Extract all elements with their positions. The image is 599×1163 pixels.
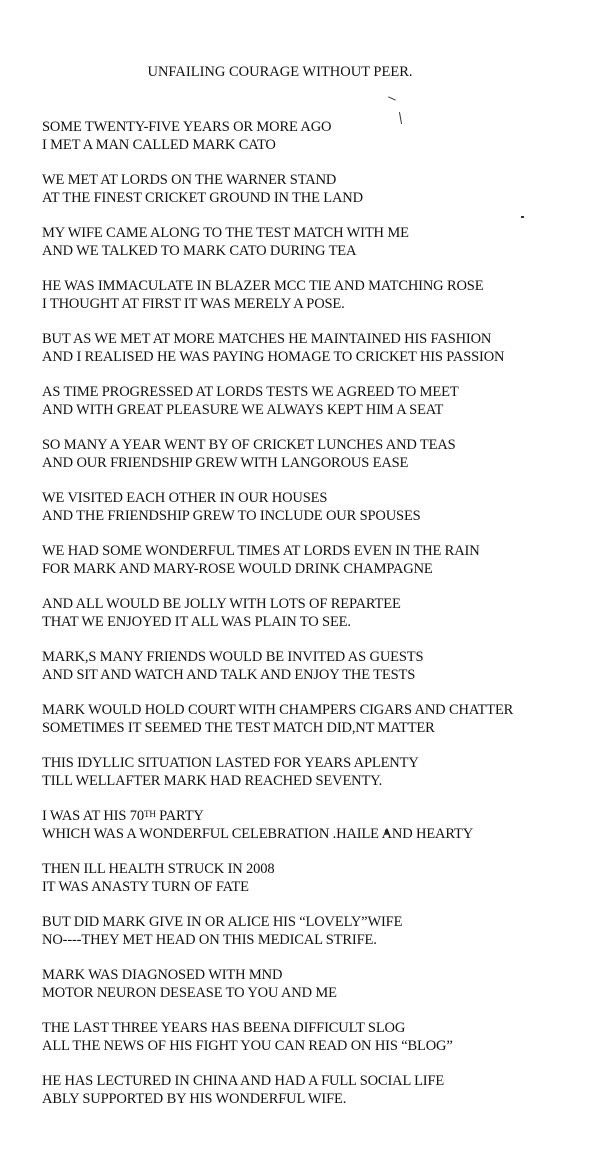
stanza — [42, 807, 592, 843]
poem-body — [42, 118, 592, 1125]
poem-line: SOME TWENTY-FIVE YEARS OR MORE AGO — [42, 119, 332, 135]
poem-line: SOMETIMES IT SEEMED THE TEST MATCH DID,NT MATTER — [42, 720, 435, 736]
poem-line: AT THE FINEST CRICKET GROUND IN THE LAND — [42, 190, 363, 206]
poem-title: UNFAILING COURAGE WITHOUT PEER. — [147, 64, 413, 80]
party-line-end: PARTY — [155, 808, 204, 824]
poem-line-party — [42, 807, 592, 825]
poem-line: MARK,S MANY FRIENDS WOULD BE INVITED AS GUESTS — [42, 649, 424, 665]
poem-line: WE MET AT LORDS ON THE WARNER STAND — [42, 172, 337, 188]
stanza — [42, 966, 592, 1002]
stanza — [42, 1019, 592, 1055]
scan-mark — [388, 96, 396, 100]
stanza — [42, 595, 592, 631]
stanza — [42, 224, 592, 260]
poem-line: NO----THEY MET HEAD ON THIS MEDICAL STRIFE. — [42, 932, 377, 948]
stanza — [42, 277, 592, 313]
stanza — [42, 383, 592, 419]
poem-line: HE WAS IMMACULATE IN BLAZER MCC TIE AND MATCHING ROSE — [42, 278, 484, 294]
poem-line: WE HAD SOME WONDERFUL TIMES AT LORDS EVEN IN THE RAIN — [42, 543, 480, 559]
party-line-start: I WAS AT HIS 70 — [42, 808, 144, 824]
poem-line: AND THE FRIENDSHIP GREW TO INCLUDE OUR SPOUSES — [42, 508, 421, 524]
stanza — [42, 754, 592, 790]
poem-line: MARK WAS DIAGNOSED WITH MND — [42, 967, 283, 983]
poem-line: ABLY SUPPORTED BY HIS WONDERFUL WIFE. — [42, 1091, 347, 1107]
stanza — [42, 118, 592, 154]
poem-line: I THOUGHT AT FIRST IT WAS MERELY A POSE. — [42, 296, 345, 312]
stanza — [42, 860, 592, 896]
stanza — [42, 436, 592, 472]
stanza — [42, 648, 592, 684]
stanza — [42, 1072, 592, 1108]
poem-line: HE HAS LECTURED IN CHINA AND HAD A FULL SOCIAL LIFE — [42, 1073, 445, 1089]
poem-line: MOTOR NEURON DESEASE TO YOU AND ME — [42, 985, 337, 1001]
stanza — [42, 171, 592, 207]
poem-line: BUT DID MARK GIVE IN OR ALICE HIS “LOVELY”WIFE — [42, 914, 403, 930]
poem-line: MARK WOULD HOLD COURT WITH CHAMPERS CIGARS AND CHATTER — [42, 702, 514, 718]
poem-line: SO MANY A YEAR WENT BY OF CRICKET LUNCHES AND TEAS — [42, 437, 456, 453]
stanza — [42, 701, 592, 737]
ordinal-suffix: TH — [143, 809, 156, 819]
poem-line: THE LAST THREE YEARS HAS BEENA DIFFICULT SLOG — [42, 1020, 406, 1036]
stanza — [42, 489, 592, 525]
stanza — [42, 330, 592, 366]
poem-line: I MET A MAN CALLED MARK CATO — [42, 137, 276, 153]
poem-line: ALL THE NEWS OF HIS FIGHT YOU CAN READ ON HIS “BLOG” — [42, 1038, 453, 1054]
poem-line: BUT AS WE MET AT MORE MATCHES HE MAINTAINED HIS FASHION — [42, 331, 492, 347]
poem-line: AND I REALISED HE WAS PAYING HOMAGE TO CRICKET HIS PASSION — [42, 349, 505, 365]
stanza — [42, 542, 592, 578]
poem-line: WE VISITED EACH OTHER IN OUR HOUSES — [42, 490, 328, 506]
poem-line: AND SIT AND WATCH AND TALK AND ENJOY THE TESTS — [42, 667, 416, 683]
poem-line: THEN ILL HEALTH STRUCK IN 2008 — [42, 861, 275, 877]
poem-line: TILL WELLAFTER MARK HAD REACHED SEVENTY. — [42, 773, 383, 789]
poem-line: AND ALL WOULD BE JOLLY WITH LOTS OF REPARTEE — [42, 596, 401, 612]
poem-line: AND OUR FRIENDSHIP GREW WITH LANGOROUS EASE — [42, 455, 409, 471]
poem-line: THIS IDYLLIC SITUATION LASTED FOR YEARS APLENTY — [42, 755, 419, 771]
poem-line: FOR MARK AND MARY-ROSE WOULD DRINK CHAMPAGNE — [42, 561, 433, 577]
stanza — [42, 913, 592, 949]
poem-line: WHICH WAS A WONDERFUL CELEBRATION .HAILE AND HEARTY — [42, 826, 474, 842]
poem-line: AS TIME PROGRESSED AT LORDS TESTS WE AGREED TO MEET — [42, 384, 459, 400]
poem-line: THAT WE ENJOYED IT ALL WAS PLAIN TO SEE. — [42, 614, 351, 630]
poem-line: MY WIFE CAME ALONG TO THE TEST MATCH WITH ME — [42, 225, 409, 241]
poem-line: AND WE TALKED TO MARK CATO DURING TEA — [42, 243, 357, 259]
poem-line: AND WITH GREAT PLEASURE WE ALWAYS KEPT HIM A SEAT — [42, 402, 444, 418]
poem-line: IT WAS ANASTY TURN OF FATE — [42, 879, 249, 895]
